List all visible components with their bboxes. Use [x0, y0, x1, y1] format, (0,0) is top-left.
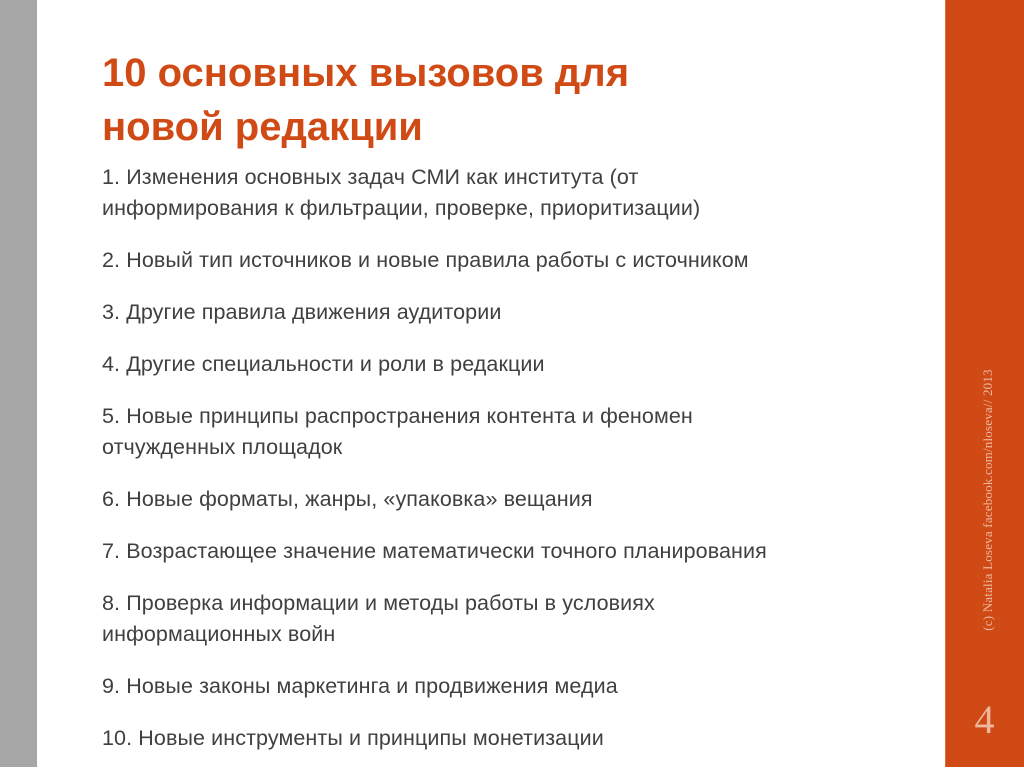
list-item-line-1: 10. Новые инструменты и принципы монетизации	[102, 726, 604, 750]
left-gray-bar	[0, 0, 37, 767]
list-item	[102, 401, 932, 463]
list-item-line-1: 8. Проверка информации и методы работы в условиях	[102, 591, 655, 615]
title-line-2: новой редакции	[102, 105, 423, 149]
list-item-line-1: 7. Возрастающее значение математически точного планирования	[102, 539, 767, 563]
list-item-line-1: 2. Новый тип источников и новые правила работы с источником	[102, 248, 749, 272]
list-item	[102, 245, 932, 276]
list-item-line-2: информационных войн	[102, 622, 336, 646]
list-item	[102, 162, 932, 224]
list-item-line-2: отчужденных площадок	[102, 435, 343, 459]
list-item-line-1: 3. Другие правила движения аудитории	[102, 300, 502, 324]
list-item	[102, 671, 932, 702]
title-line-1: 10 основных вызовов для	[102, 51, 630, 95]
slide-title	[102, 46, 922, 154]
page-number: 4	[974, 697, 995, 742]
list-item-line-1: 1. Изменения основных задач СМИ как института (от	[102, 165, 639, 189]
list-item-line-2: информирования к фильтрации, проверке, приоритизации)	[102, 196, 701, 220]
list-item	[102, 297, 932, 328]
list-item-line-1: 5. Новые принципы распространения контента и феномен	[102, 404, 693, 428]
list-item-line-1: 9. Новые законы маркетинга и продвижения медиа	[102, 674, 618, 698]
list-item	[102, 484, 932, 515]
list-item-line-1: 4. Другие специальности и роли в редакции	[102, 352, 545, 376]
list-item	[102, 588, 932, 650]
accent-bar-edge	[945, 0, 946, 767]
list-item	[102, 536, 932, 567]
list-item	[102, 349, 932, 380]
challenge-list	[102, 162, 932, 775]
list-item	[102, 723, 932, 754]
copyright-credit: (c) Natalia Loseva facebook.com/nloseva// 2013	[980, 369, 995, 631]
list-item-line-1: 6. Новые форматы, жанры, «упаковка» вещания	[102, 487, 593, 511]
